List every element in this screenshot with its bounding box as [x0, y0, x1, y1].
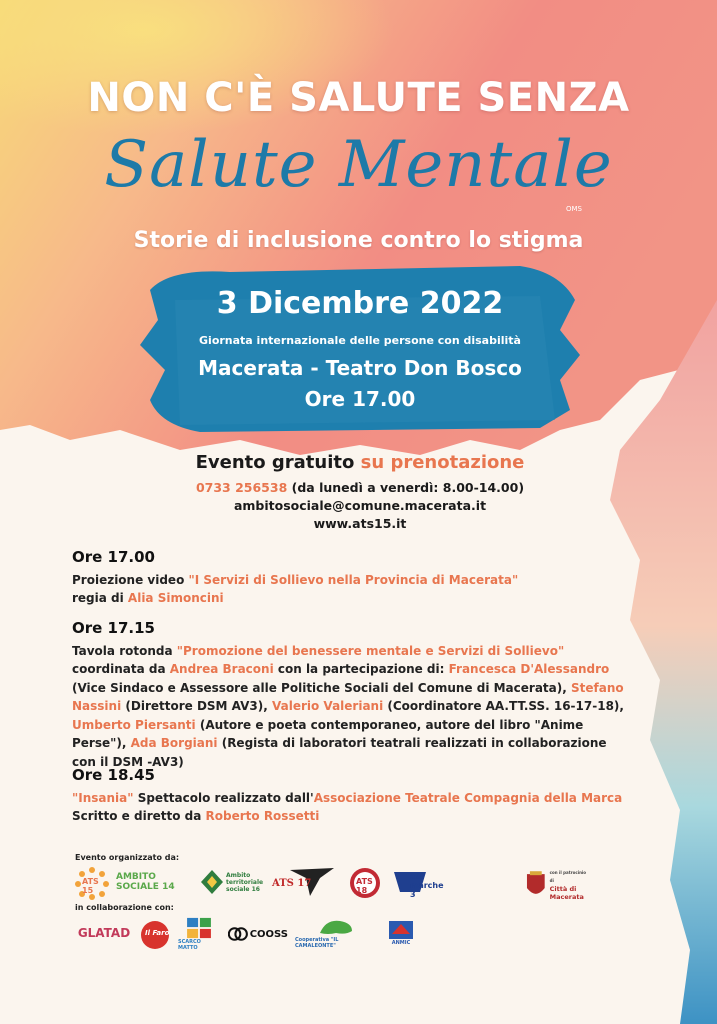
logo-text: ATS 17 — [272, 878, 312, 889]
logo-ats18 — [347, 866, 383, 900]
email-link[interactable]: ambitosociale@comune.macerata.it — [233, 498, 487, 513]
logo-citta-macerata — [525, 868, 591, 902]
program-text: coordinata da — [72, 662, 170, 676]
anmic-logo-icon — [388, 920, 414, 940]
giornata-text: Giornata internazionale delle persone con disabilità — [199, 334, 521, 347]
logo-ambito-14 — [116, 868, 186, 896]
program-highlight: Alia Simoncini — [127, 591, 224, 605]
program-item-2 — [72, 619, 632, 771]
subtitle: Storie di inclusione contro lo stigma — [133, 228, 584, 253]
program-text: (Vice Sindaco e Assessore alle Politiche Sociali del Comune di Macerata), — [72, 680, 571, 695]
cooss-logo-icon — [228, 924, 248, 944]
event-date: 3 Dicembre 2022 — [216, 286, 504, 321]
website-link[interactable]: www.ats15.it — [313, 516, 407, 531]
coat-of-arms-icon — [525, 870, 547, 900]
program-highlight: "Insania" — [72, 790, 134, 805]
logo-glatad — [74, 918, 134, 948]
program-item-3 — [72, 766, 632, 826]
phone-hours: (da lunedì a venerdì: 8.00-14.00) — [291, 480, 525, 495]
program-line — [72, 807, 632, 826]
program-highlight: Andrea Braconi — [169, 662, 274, 676]
logo-scarco-matto — [178, 917, 220, 951]
program-highlight: "Promozione del benessere mentale e Servizi di Sollievo" — [176, 643, 565, 658]
program-text: (Direttore DSM AV3), — [121, 699, 272, 713]
program-highlight: Ada Borgiani — [130, 736, 218, 750]
logo-text: ATS 15 — [82, 877, 99, 895]
logo-text: COOSS — [249, 928, 288, 940]
program-highlight: Valerio Valeriani — [272, 699, 384, 713]
organized-label: Evento organizzato da: — [75, 853, 180, 862]
program-highlight: Associazione Teatrale Compagnia della Marca — [313, 790, 623, 805]
logo-il-faro — [140, 920, 170, 950]
collab-label: in collaborazione con: — [75, 903, 174, 912]
logo-cooss — [228, 920, 288, 948]
program-text: Scritto e diretto da — [72, 809, 206, 823]
program-highlight: Francesca D'Alessandro — [448, 662, 610, 676]
patronage-small: con il patrocinio di — [549, 870, 587, 883]
program-text: (Coordinatore AA.TT.SS. 16-17-18), — [383, 699, 624, 713]
program-line — [72, 571, 632, 590]
booking-info — [110, 452, 610, 533]
ambito16-logo-icon — [200, 869, 224, 895]
program-time: Ore 17.15 — [72, 619, 155, 637]
patronage-label: Città di Macerata — [549, 885, 584, 901]
logo-text: Cooperativa "IL CAMALEONTE" — [295, 937, 339, 949]
logo-text: SCARCO MATTO — [178, 939, 201, 951]
oms-label: OMS — [566, 205, 582, 213]
program-text: (Regista di laboratori teatrali realizzati in collaborazione con il DSM -AV3) — [72, 736, 607, 769]
program-text: Spettacolo realizzato dall' — [133, 790, 314, 805]
logo-ats17 — [270, 864, 336, 898]
headline-top: NON C'È SALUTE SENZA — [87, 75, 630, 121]
program-highlight: Stefano Nassini — [72, 680, 624, 713]
scarco-matto-logo-icon — [185, 917, 213, 939]
logo-ats15 — [74, 866, 110, 900]
logo-text: Il Faro — [145, 929, 170, 937]
program-line — [72, 589, 632, 608]
program-line — [72, 789, 632, 808]
program-text: regia di — [72, 591, 128, 605]
logo-text: Ambito territoriale sociale 16 — [226, 871, 264, 893]
logo-text: ATS 18 — [356, 877, 373, 895]
logo-text: GLATAD — [77, 926, 131, 940]
logo-ast-marche-3 — [392, 866, 452, 898]
program-time: Ore 18.45 — [72, 766, 155, 784]
phone-line — [110, 479, 610, 497]
program-text: Tavola rotonda — [72, 643, 177, 658]
headline-script: Salute Mentale — [104, 128, 613, 202]
program-highlight: Roberto Rossetti — [205, 809, 320, 823]
program-text: con la partecipazione di: — [273, 662, 449, 676]
logo-text: ANMIC — [391, 940, 411, 946]
event-place: Macerata - Teatro Don Bosco — [198, 356, 522, 380]
program-item-1 — [72, 548, 632, 608]
program-highlight: Umberto Piersanti — [72, 717, 196, 732]
phone-number[interactable]: 0733 256538 — [195, 480, 288, 495]
logo-text: AMBITO SOCIALE 14 — [116, 872, 175, 892]
patronage-text — [550, 869, 591, 901]
logo-ambito-16 — [200, 866, 262, 898]
chameleon-icon — [316, 917, 356, 937]
program-text: Proiezione video — [72, 572, 189, 587]
logo-camaleonte — [295, 916, 377, 950]
logo-anmic — [386, 918, 416, 948]
program-highlight: "I Servizi di Sollievo nella Provincia di Macerata" — [188, 572, 519, 587]
program-text: (Autore e poeta contemporaneo, autore del libro "Anime Perse"), — [72, 717, 584, 750]
reservation-label: su prenotazione — [360, 452, 525, 473]
program-time: Ore 17.00 — [72, 548, 155, 566]
logo-text: ast marche 3 — [410, 872, 444, 899]
booking-heading — [110, 452, 610, 473]
program-paragraph — [72, 642, 632, 772]
event-time: Ore 17.00 — [304, 387, 416, 411]
free-label: Evento gratuito — [195, 452, 355, 473]
